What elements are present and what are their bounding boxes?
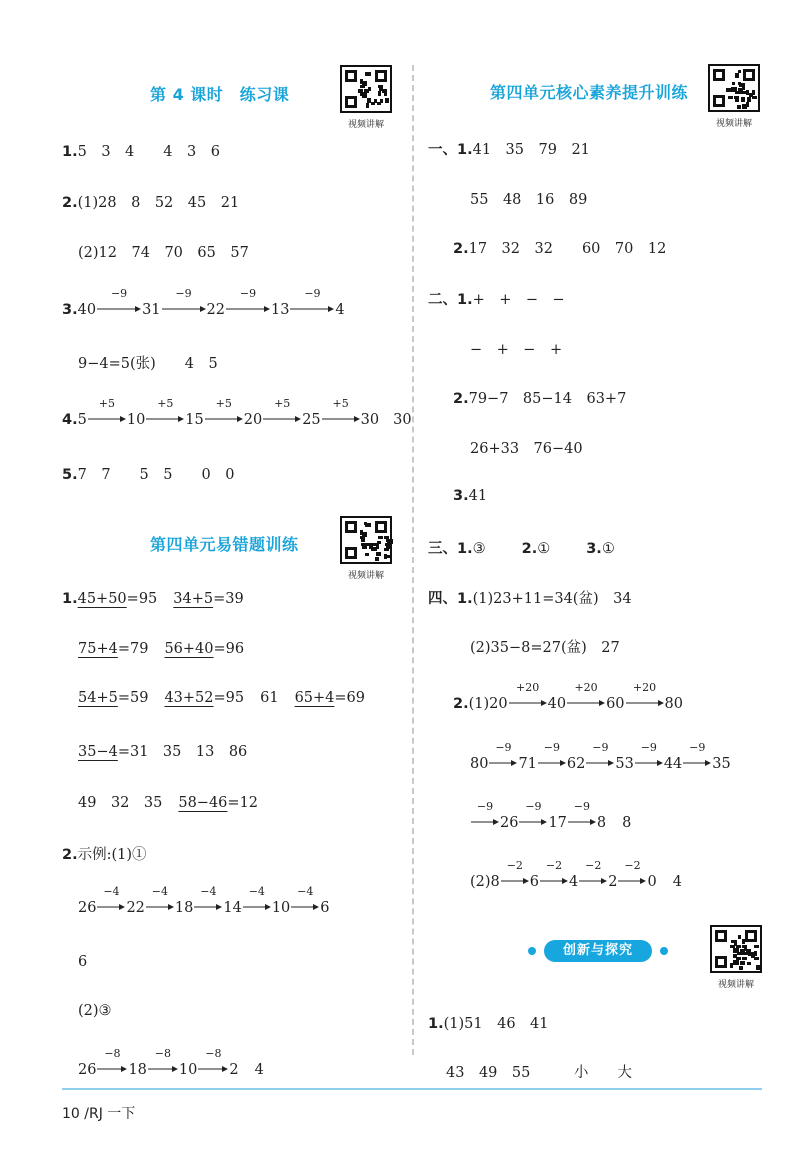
arrow-label: −9 [304, 287, 321, 300]
qr-module [741, 97, 745, 102]
r-one-row2: 55 48 16 89 [470, 192, 588, 208]
arrow-label: −9 [175, 287, 192, 300]
seq-value: 44 [663, 756, 683, 772]
arrow-icon [204, 397, 244, 428]
arrow-label: −9 [592, 741, 609, 754]
qr-module [747, 962, 751, 965]
qr-finder [345, 547, 357, 559]
l-q3-chain [62, 287, 345, 318]
l-q2-num: 2. [62, 195, 78, 211]
l2-q2-seq2 [78, 1047, 264, 1078]
arrow-label: −9 [239, 287, 257, 300]
qr-module [733, 960, 739, 965]
seq-value: 10 [126, 412, 146, 428]
arrow-label: +5 [215, 397, 232, 410]
qr-finder [713, 95, 725, 107]
seq-start: 26 [78, 1062, 97, 1078]
l-q5-num: 5. [62, 467, 78, 483]
qr-module [738, 82, 741, 85]
page-footer: 10 /RJ 一下 [62, 1106, 136, 1122]
r-two-q3-text: 41 [468, 488, 488, 504]
arrow-icon [96, 1047, 128, 1078]
footer-rule [62, 1088, 762, 1090]
arrow-icon [262, 397, 302, 428]
r-two-label: 二、1. [428, 292, 473, 308]
column-divider [412, 65, 414, 1055]
qr-finder [715, 956, 727, 968]
r-two-q2b: 26+33 76−40 [470, 441, 583, 457]
qr-module [366, 524, 371, 527]
seq-value: 18 [128, 1062, 147, 1078]
l-q2-line1-text: (1)28 8 52 45 21 [77, 195, 240, 211]
qr-module [737, 105, 741, 109]
l2-q2-label [62, 843, 147, 864]
qr-module [362, 544, 367, 549]
seq-tail: 8 [622, 815, 632, 831]
arrow-label: −8 [205, 1047, 222, 1060]
qr-module [731, 940, 737, 943]
arrow-label: +5 [157, 397, 174, 410]
l2-q2-ans1: 6 [78, 954, 88, 970]
arrow-icon [242, 885, 272, 916]
arrow-icon [96, 287, 142, 318]
qr-finder [743, 69, 755, 81]
banner-dot [660, 947, 668, 955]
seq-value: 4 [335, 302, 345, 318]
qr-module [732, 82, 735, 85]
seq-start: (2)8 [470, 874, 500, 890]
qr-module [360, 536, 365, 539]
qr-module [358, 89, 363, 93]
arrow-icon [197, 1047, 229, 1078]
arrow-icon [96, 885, 126, 916]
r-four-label: 四、1. [428, 591, 473, 607]
seq-value: 10 [178, 1062, 198, 1078]
expr-answer: =96 [213, 641, 245, 657]
qr-module [377, 102, 381, 105]
arrow-label: −4 [103, 885, 120, 898]
section-title-errors: 第四单元易错题训练 [150, 535, 299, 554]
l-q3-line2: 9−4=5(张) 4 5 [78, 356, 218, 372]
seq-value: 10 [271, 900, 291, 916]
arrow-icon [87, 397, 127, 428]
qr-module [376, 552, 381, 556]
expr: 58−46 [178, 795, 228, 811]
l-q3-arrows [96, 287, 345, 318]
expr: 75+4 [78, 641, 118, 657]
arrow-icon [537, 741, 567, 772]
arrow-icon [321, 397, 361, 428]
l-q1-text: 5 3 4 4 3 6 [77, 144, 220, 160]
qr-module [742, 945, 747, 948]
arrow-label: −4 [297, 885, 314, 898]
arrow-label: −9 [640, 741, 657, 754]
answer: ① [601, 541, 615, 557]
qr-finder [345, 521, 357, 533]
l-q2-line2: (2)12 74 70 65 57 [78, 245, 249, 261]
arrow-icon [193, 885, 223, 916]
qr-module [740, 961, 745, 965]
qr-module [741, 91, 747, 94]
r-four-row2: (2)35−8=27(盆) 27 [470, 640, 620, 656]
r-one-q2 [453, 237, 666, 258]
arrow-icon [488, 741, 518, 772]
arrow-label: −9 [476, 800, 494, 813]
l-q1 [62, 140, 220, 161]
arrow-icon [290, 885, 320, 916]
answer: ① [537, 541, 551, 557]
seq-value: 35 [712, 756, 731, 772]
seq-value: 18 [174, 900, 194, 916]
qr-module [385, 555, 391, 558]
qr-module [754, 945, 759, 948]
expr: 54+5 [78, 690, 118, 706]
arrow-icon [470, 800, 500, 831]
r-four-seqB [470, 800, 632, 831]
arrow-label: −4 [248, 885, 265, 898]
qr-code-icon[interactable] [340, 65, 392, 113]
expr: 65+4 [294, 690, 335, 706]
arrow-label: −2 [585, 859, 602, 872]
qr-finder [745, 930, 757, 942]
l-q2-line1 [62, 191, 239, 212]
seq-value: 40 [547, 696, 567, 712]
arrow-icon [578, 859, 608, 890]
seq-value: 22 [206, 302, 225, 318]
arrow-label: −2 [545, 859, 563, 872]
seq-value: 62 [566, 756, 586, 772]
seq-start: (1)20 [468, 696, 508, 712]
qr-module [734, 96, 739, 99]
seq-value: 80 [664, 696, 683, 712]
arrow-icon [567, 800, 597, 831]
qr-finder [713, 69, 725, 81]
seq-start: 26 [78, 900, 97, 916]
r-two-r1: + + − − [472, 292, 565, 308]
l2-q1-num: 1. [62, 591, 78, 607]
seq-tail: 4 [254, 1062, 264, 1078]
qr-module [368, 87, 371, 91]
seq-value: 30 [360, 412, 380, 428]
arrow-label: −4 [200, 885, 217, 898]
qr-module [386, 538, 389, 542]
arrow-label: −8 [154, 1047, 172, 1060]
l2-q1-row4 [78, 740, 247, 761]
l-q4-chain [62, 397, 412, 428]
qr-label: 视频讲解 [347, 120, 384, 130]
l-q1-num: 1. [62, 144, 78, 160]
seq-arrows [488, 741, 731, 772]
r-four-seqC [470, 859, 682, 890]
r2-q1-row2: 43 49 55 小 大 [446, 1065, 632, 1081]
qr-module [365, 553, 369, 556]
qr-module [742, 104, 747, 109]
qr-module [360, 79, 363, 84]
r-one-r1: 41 35 79 21 [472, 142, 590, 158]
qr-module [747, 97, 751, 102]
arrow-label: −9 [525, 800, 542, 813]
qr-module [730, 945, 735, 948]
r-two-row1 [428, 288, 565, 309]
expr: 43+52 [164, 690, 214, 706]
arrow-label: +20 [632, 681, 657, 694]
num: 3. [586, 541, 602, 557]
value: 61 [260, 690, 279, 706]
seq-value: 60 [606, 696, 625, 712]
r-four-seqA [470, 741, 731, 772]
qr-module [375, 557, 379, 561]
l-q3-start: 40 [77, 302, 97, 318]
num: 3. [453, 488, 469, 504]
qr-module [751, 954, 755, 958]
qr-finder [715, 930, 727, 942]
expr: 35−4 [78, 744, 118, 760]
seq-arrows [508, 681, 683, 712]
qr-module [384, 91, 387, 96]
seq-value: 8 [596, 815, 607, 831]
r-three-label: 三、1. [428, 541, 473, 557]
expr: 34+5 [173, 591, 214, 607]
r-two-q2a-text: 79−7 85−14 63+7 [468, 391, 627, 407]
arrow-icon [147, 1047, 179, 1078]
num: 2. [453, 241, 469, 257]
arrow-icon [518, 800, 548, 831]
l2-q2-label2: (2)③ [78, 1003, 112, 1019]
seq-value: 6 [529, 874, 539, 890]
l2-q1-row3 [78, 690, 365, 706]
seq-value: 25 [302, 412, 321, 428]
expr-answer: =39 [213, 591, 244, 607]
arrow-icon [539, 859, 569, 890]
qr-module [733, 954, 737, 958]
qr-module [742, 957, 747, 960]
qr-module [366, 73, 371, 76]
seq-value: 17 [548, 815, 567, 831]
qr-code-icon[interactable] [710, 925, 762, 973]
arrow-icon [508, 681, 548, 712]
expr: 45+50 [77, 591, 127, 607]
r2-r1: (1)51 46 41 [443, 1016, 549, 1032]
arrow-icon [500, 859, 530, 890]
r-four-q2-chain [453, 681, 683, 712]
qr-module [742, 86, 745, 90]
seq-value: 20 [243, 412, 263, 428]
seq-value: 0 [647, 874, 657, 890]
l-q3-num: 3. [62, 302, 78, 318]
arrow-icon [161, 287, 207, 318]
qr-module [736, 74, 739, 78]
seq-value: 2 [608, 874, 618, 890]
answer: ③ [472, 541, 486, 557]
expr-answer: =95 [213, 690, 245, 706]
arrow-label: +20 [574, 681, 598, 694]
expr: 56+40 [164, 641, 214, 657]
r-four-r1: (1)23+11=34(盆) 34 [472, 591, 632, 607]
qr-module [746, 949, 751, 953]
l2-q1-row2 [78, 641, 244, 657]
seq-value: 2 [229, 1062, 239, 1078]
banner-dot [528, 947, 536, 955]
arrow-label: −2 [506, 859, 523, 872]
seq-value: 15 [185, 412, 204, 428]
l-q4-start: 5 [77, 412, 87, 428]
qr-module [739, 966, 743, 970]
l2-q2-seq1 [78, 885, 330, 916]
seq-value: 26 [500, 815, 519, 831]
r-two-q3 [453, 488, 487, 504]
l2-q2-num: 2. [62, 847, 78, 863]
expr-answer: =31 35 13 86 [117, 744, 248, 760]
arrow-icon [145, 885, 175, 916]
qr-module [378, 91, 381, 96]
qr-finder [345, 70, 357, 82]
num: 2. [453, 696, 469, 712]
arrow-label: +5 [274, 397, 291, 410]
arrow-icon [625, 681, 665, 712]
qr-finder [375, 70, 387, 82]
r-two-q2a [453, 387, 626, 408]
qr-code-icon[interactable] [340, 516, 392, 564]
qr-module [378, 85, 383, 88]
seq-start: 80 [470, 756, 489, 772]
qr-module [738, 935, 741, 939]
num: 2. [521, 541, 538, 557]
r-one-label: 一、1. [428, 142, 473, 158]
arrow-label: −9 [573, 800, 591, 813]
values: 49 32 35 [78, 795, 163, 811]
l2-q1-row5 [78, 791, 258, 812]
arrow-label: +5 [332, 397, 349, 410]
qr-module [752, 90, 755, 95]
seq-value: 31 [142, 302, 161, 318]
num: 2. [453, 391, 469, 407]
arrow-icon [145, 397, 185, 428]
qr-label: 视频讲解 [347, 571, 384, 581]
r-one-row1 [428, 138, 590, 159]
qr-module [728, 96, 733, 99]
arrow-label: −9 [110, 287, 128, 300]
arrow-icon [682, 741, 712, 772]
qr-label: 视频讲解 [717, 980, 754, 990]
seq-value: 13 [270, 302, 290, 318]
expr-answer: =95 [126, 591, 158, 607]
arrow-label: +5 [98, 397, 115, 410]
r-one-q2-text: 17 32 32 60 70 12 [468, 241, 667, 257]
arrow-icon [566, 681, 606, 712]
qr-finder [375, 521, 387, 533]
banner-label: 创新与探究 [544, 940, 652, 962]
expr-answer: =12 [227, 795, 259, 811]
l-q4-num: 4. [62, 412, 78, 428]
qr-module [742, 939, 745, 944]
qr-module [384, 548, 389, 551]
arrow-label: −8 [104, 1047, 121, 1060]
seq-arrows [500, 859, 657, 890]
qr-finder [345, 96, 357, 108]
qr-module [385, 98, 389, 103]
r-four-row1 [428, 587, 632, 608]
section-title-core: 第四单元核心素养提升训练 [490, 83, 689, 102]
qr-module [730, 963, 733, 968]
qr-module [368, 99, 371, 103]
seq-value: 71 [518, 756, 537, 772]
l2-q1-row1 [62, 591, 244, 607]
qr-label: 视频讲解 [715, 119, 752, 129]
arrow-icon [289, 287, 335, 318]
arrow-icon [585, 741, 615, 772]
qr-module [366, 103, 369, 108]
qr-module [378, 536, 383, 539]
l-q5 [62, 463, 234, 484]
arrow-label: −4 [151, 885, 169, 898]
seq-arrows [470, 800, 607, 831]
qr-module [752, 96, 757, 99]
l-q4-arrows [87, 397, 380, 428]
arrow-label: −2 [624, 859, 641, 872]
qr-module [733, 948, 739, 953]
seq-tail: 4 [672, 874, 682, 890]
arrow-label: −9 [689, 741, 706, 754]
qr-module [738, 70, 741, 73]
arrow-label: −9 [543, 741, 561, 754]
r2-q1-row1 [428, 1012, 549, 1033]
arrow-icon [617, 859, 647, 890]
expr-answer: =69 [334, 690, 365, 706]
seq-value: 4 [569, 874, 579, 890]
r-three [428, 537, 615, 558]
l-q4-tail: 30 [393, 412, 412, 428]
innovation-banner [528, 940, 668, 962]
seq-value: 14 [223, 900, 242, 916]
seq-value: 53 [615, 756, 634, 772]
num: 1. [428, 1016, 444, 1032]
expr-answer: =59 [117, 690, 149, 706]
arrow-icon [634, 741, 664, 772]
expr-answer: =79 [117, 641, 149, 657]
arrow-label: −9 [495, 741, 512, 754]
seq-arrows [96, 885, 330, 916]
r-two-row2: − + − + [470, 342, 563, 358]
seq-arrows [96, 1047, 239, 1078]
section-title-lesson4: 第 4 课时 练习课 [150, 85, 290, 104]
seq-value: 22 [126, 900, 145, 916]
qr-code-icon[interactable] [708, 64, 760, 112]
qr-module [756, 965, 761, 970]
l2-q2-text: 示例:(1)① [77, 847, 147, 863]
arrow-label: +20 [516, 681, 540, 694]
l-q5-text: 7 7 5 5 0 0 [77, 467, 235, 483]
arrow-icon [225, 287, 271, 318]
seq-value: 6 [320, 900, 330, 916]
qr-module [736, 945, 741, 948]
qr-module [376, 546, 379, 549]
